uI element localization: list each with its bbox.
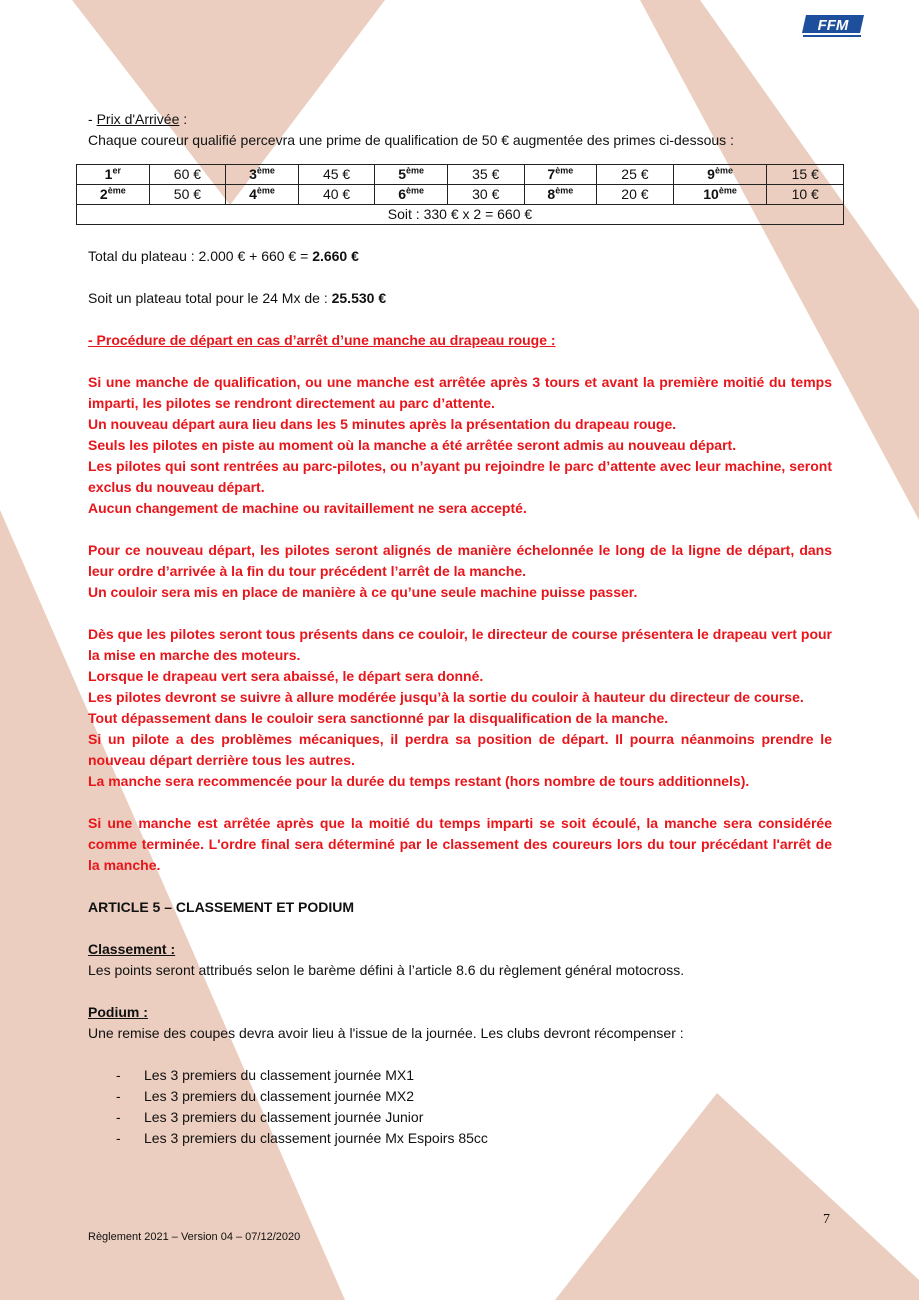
rank-cell: 3ème xyxy=(226,165,299,185)
prix-title: Prix d'Arrivée xyxy=(96,111,180,127)
rank-cell: 7ème xyxy=(524,165,597,185)
procedure-paragraph: Pour ce nouveau départ, les pilotes seront alignés de manière échelonnée le long de la ligne de départ, dans leur ordre d’arrivée à la fin du tour précédent l’arrêt de la manche. xyxy=(88,542,832,579)
list-item: - Les 3 premiers du classement journée Mx Espoirs 85cc xyxy=(116,1130,488,1146)
procedure-paragraph: Si une manche de qualification, ou une manche est arrêtée après 3 tours et avant la première moitié du temps imparti, les pilotes se rendront directement au parc d’attente. xyxy=(88,374,832,411)
amount-cell: 45 € xyxy=(298,165,375,185)
procedure-block-3 xyxy=(88,624,832,792)
podium-title: Podium : xyxy=(88,1004,148,1020)
amount-cell: 15 € xyxy=(767,165,844,185)
podium-text: Une remise des coupes devra avoir lieu à l'issue de la journée. Les clubs devront récompenser : xyxy=(88,1025,684,1041)
amount-cell: 40 € xyxy=(298,185,375,205)
prize-total: Soit : 330 € x 2 = 660 € xyxy=(77,205,844,225)
procedure-paragraph: La manche sera recommencée pour la durée du temps restant (hors nombre de tours additionnels). xyxy=(88,773,750,789)
rank-cell: 8ème xyxy=(524,185,597,205)
logo-text: FFM xyxy=(817,17,849,34)
table-row xyxy=(77,205,844,225)
prize-table xyxy=(76,164,844,225)
amount-cell: 10 € xyxy=(767,185,844,205)
procedure-paragraph: Lorsque le drapeau vert sera abaissé, le départ sera donné. xyxy=(88,668,484,684)
page-number: 7 xyxy=(823,1212,830,1227)
procedure-paragraph: Aucun changement de machine ou ravitaillement ne sera accepté. xyxy=(88,500,527,516)
table-row xyxy=(77,185,844,205)
page-content xyxy=(88,109,832,1149)
rank-cell: 9ème xyxy=(673,165,767,185)
procedure-paragraph: Si un pilote a des problèmes mécaniques, il perdra sa position de départ. Il pourra néanmoins prendre le nouveau départ derrière tous les autres. xyxy=(88,731,832,768)
procedure-paragraph: Tout dépassement dans le couloir sera sanctionné par la disqualification de la manche. xyxy=(88,710,669,726)
article-title: ARTICLE 5 – CLASSEMENT ET PODIUM xyxy=(88,899,355,915)
podium-list xyxy=(88,1065,832,1149)
amount-cell: 60 € xyxy=(149,165,226,185)
list-item: - Les 3 premiers du classement journée Junior xyxy=(116,1109,424,1125)
amount-cell: 20 € xyxy=(597,185,674,205)
procedure-block-1 xyxy=(88,372,832,519)
table-row xyxy=(77,165,844,185)
amount-cell: 30 € xyxy=(447,185,524,205)
procedure-paragraph: Un couloir sera mis en place de manière à ce qu’une seule machine puisse passer. xyxy=(88,584,638,600)
amount-cell: 35 € xyxy=(447,165,524,185)
procedure-paragraph: Un nouveau départ aura lieu dans les 5 minutes après la présentation du drapeau rouge. xyxy=(88,416,677,432)
total-24mx: Soit un plateau total pour le 24 Mx de : 25.530 € xyxy=(88,290,387,306)
procedure-block-4 xyxy=(88,813,832,876)
procedure-paragraph: Les pilotes qui sont rentrées au parc-pilotes, ou n’ayant pu rejoindre le parc d’attente avec leur machine, seront exclus du nouveau départ. xyxy=(88,458,832,495)
procedure-title: - Procédure de départ en cas d’arrêt d’une manche au drapeau rouge : xyxy=(88,332,556,348)
rank-cell: 10ème xyxy=(673,185,767,205)
footer: Règlement 2021 – Version 04 – 07/12/2020 xyxy=(88,1231,301,1243)
rank-cell: 2ème xyxy=(77,185,150,205)
list-item: - Les 3 premiers du classement journée MX2 xyxy=(116,1088,415,1104)
amount-cell: 50 € xyxy=(149,185,226,205)
procedure-paragraph: Dès que les pilotes seront tous présents dans ce couloir, le directeur de course présentera le drapeau vert pour la mise en marche des moteurs. xyxy=(88,626,832,663)
procedure-paragraph: Les pilotes devront se suivre à allure modérée jusqu’à la sortie du couloir à hauteur du directeur de course. xyxy=(88,689,804,705)
rank-cell: 4ème xyxy=(226,185,299,205)
amount-cell: 25 € xyxy=(597,165,674,185)
prix-heading: - Prix d'Arrivée : xyxy=(88,111,188,127)
total-plateau: Total du plateau : 2.000 € + 660 € = 2.660 € xyxy=(88,248,359,264)
classement-title: Classement : xyxy=(88,941,176,957)
procedure-paragraph: Seuls les pilotes en piste au moment où la manche a été arrêtée seront admis au nouveau départ. xyxy=(88,437,737,453)
classement-text: Les points seront attribués selon le barème défini à l’article 8.6 du règlement général motocross. xyxy=(88,962,685,978)
procedure-paragraph: Si une manche est arrêtée après que la moitié du temps imparti se soit écoulé, la manche sera considérée comme terminée. L'ordre final sera déterminé par le classement des coureurs lors du tour précédant l'arrêt de la manche. xyxy=(88,815,832,873)
procedure-block-2 xyxy=(88,540,832,603)
rank-cell: 6ème xyxy=(375,185,448,205)
prix-intro: Chaque coureur qualifié percevra une prime de qualification de 50 € augmentée des primes ci-dessous : xyxy=(88,132,734,148)
list-item: - Les 3 premiers du classement journée MX1 xyxy=(116,1067,415,1083)
rank-cell: 1er xyxy=(77,165,150,185)
ffm-logo xyxy=(800,14,866,40)
rank-cell: 5ème xyxy=(375,165,448,185)
